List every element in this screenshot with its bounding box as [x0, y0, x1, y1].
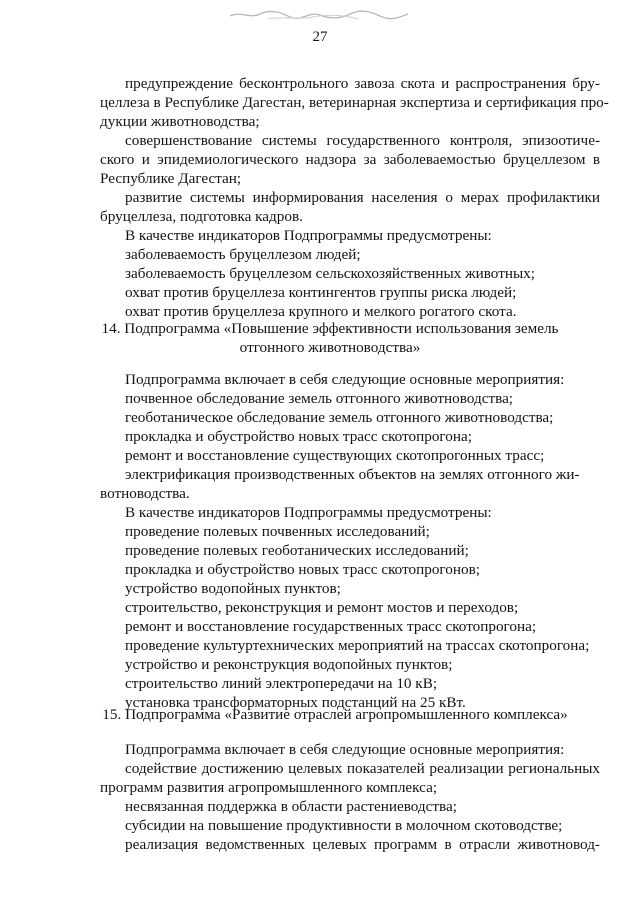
paragraph-line: субсидии на повышение продуктивности в молочном скотоводстве; — [125, 817, 563, 834]
paragraph-line: программ развития агропромышленного комплекса; — [100, 779, 438, 796]
paragraph-line: Подпрограмма включает в себя следующие основные мероприятия: — [125, 371, 565, 388]
paragraph-line: вотноводства. — [100, 485, 190, 502]
page-number: 27 — [312, 29, 328, 45]
paragraph-line: охват против бруцеллеза контингентов группы риска людей; — [125, 284, 517, 301]
paragraph-line: развитие системы информирования населения о мерах профилактики — [125, 189, 600, 206]
paragraph-line: строительство, реконструкция и ремонт мостов и переходов; — [125, 599, 519, 616]
paragraph-line: охват против бруцеллеза крупного и мелкого рогатого скота. — [125, 303, 517, 320]
paragraph-line: В качестве индикаторов Подпрограммы предусмотрены: — [125, 504, 492, 521]
section-15-heading: 15. Подпрограмма «Развитие отраслей агропромышленного комплекса» — [102, 706, 568, 723]
section-14-heading-line-1: 14. Подпрограмма «Повышение эффективности использования земель — [101, 320, 559, 337]
section-14-heading-line-2: отгонного животноводства» — [239, 339, 421, 356]
paragraph-line: прокладка и обустройство новых трасс скотопрогонов; — [125, 561, 480, 578]
paragraph-line: устройство водопойных пунктов; — [125, 580, 341, 597]
paragraph-line: целлеза в Республике Дагестан, ветеринарная экспертиза и сертификация про- — [100, 94, 609, 111]
paragraph-line: проведение культуртехнических мероприятий на трассах скотопрогона; — [125, 637, 590, 654]
paragraph-line: Республике Дагестан; — [100, 170, 242, 187]
paragraph-line: геоботаническое обследование земель отгонного животноводства; — [125, 409, 554, 426]
paragraph-line: почвенное обследование земель отгонного животноводства; — [125, 390, 514, 407]
paragraph-line: электрификация производственных объектов на землях отгонного жи- — [125, 466, 580, 483]
paragraph-line: предупреждение бесконтрольного завоза скота и распространения бру- — [125, 75, 600, 92]
paragraph-line: заболеваемость бруцеллезом сельскохозяйственных животных; — [125, 265, 535, 282]
paragraph-line: проведение полевых почвенных исследований; — [125, 523, 430, 540]
paragraph-line: проведение полевых геоботанических исследований; — [125, 542, 469, 559]
paragraph-line: заболеваемость бруцеллезом людей; — [125, 246, 361, 263]
paragraph-line: совершенствование системы государственного контроля, эпизоотиче- — [125, 132, 600, 149]
paragraph-line: строительство линий электропередачи на 10 кВ; — [125, 675, 438, 692]
paragraph-line: устройство и реконструкция водопойных пунктов; — [125, 656, 453, 673]
paragraph-line: ского и эпидемиологического надзора за заболеваемостью бруцеллезом в — [100, 151, 600, 168]
paragraph-line: В качестве индикаторов Подпрограммы предусмотрены: — [125, 227, 492, 244]
paragraph-line: содействие достижению целевых показателей реализации региональных — [125, 760, 600, 777]
paragraph-line: прокладка и обустройство новых трасс скотопрогона; — [125, 428, 472, 445]
paragraph-line: реализация ведомственных целевых программ в отрасли животновод- — [125, 836, 600, 853]
scan-stamp-mark — [228, 8, 410, 22]
paragraph-line: ремонт и восстановление существующих скотопрогонных трасс; — [125, 447, 545, 464]
paragraph-line: ремонт и восстановление государственных трасс скотопрогона; — [125, 618, 537, 635]
paragraph-line: установка трансформаторных подстанций на 25 кВт. — [125, 694, 466, 711]
paragraph-line: Подпрограмма включает в себя следующие основные мероприятия: — [125, 741, 565, 758]
paragraph-line: бруцеллеза, подготовка кадров. — [100, 208, 303, 225]
paragraph-line: несвязанная поддержка в области растениеводства; — [125, 798, 457, 815]
paragraph-line: дукции животноводства; — [100, 113, 260, 130]
